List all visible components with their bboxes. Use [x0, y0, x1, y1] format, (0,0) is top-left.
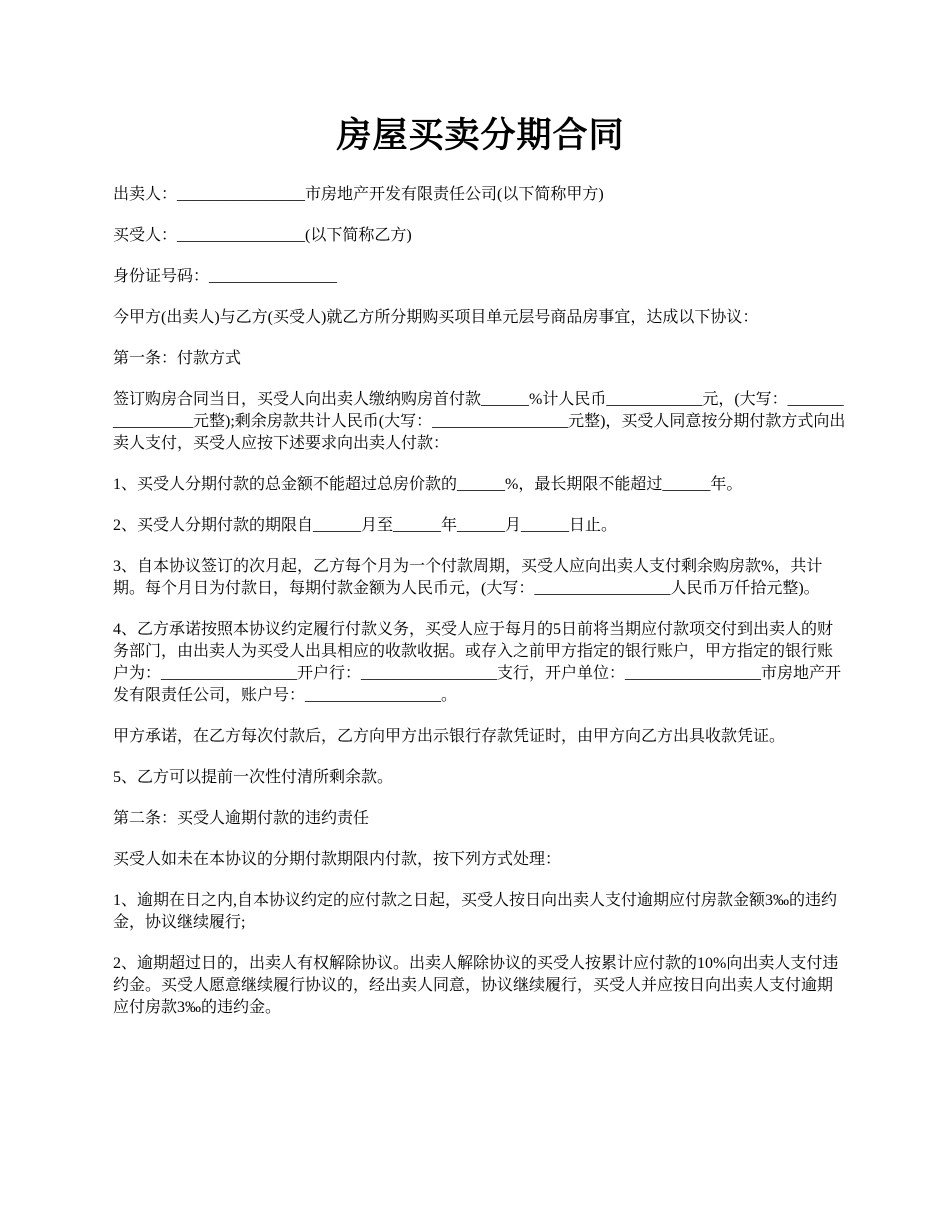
article-1-item-3: 3、自本协议签订的次月起，乙方每个月为一个付款周期，买受人应向出卖人支付剩余购房款%，共计期。每个月日为付款日，每期付款金额为人民币元，(大写：_________________人民币万仟拾元整)。: [113, 558, 823, 597]
article-2-heading: 第二条：买受人逾期付款的违约责任: [113, 810, 370, 827]
article-1-heading: 第一条：付款方式: [113, 350, 242, 367]
article-1-body: 签订购房合同当日，买受人向出卖人缴纳购房首付款______%计人民币____________元，(大写：_________________元整);剩余房款共计人民币(大写：_________________元整)，买受人同意按分期付款方式向出卖人支付，买受人应按下述要求向出卖人付款：: [113, 391, 846, 452]
contract-page: [113, 112, 848, 1038]
party-a-promise: 甲方承诺，在乙方每次付款后，乙方向甲方出示银行存款凭证时，由甲方向乙方出具收款凭证。: [113, 728, 786, 745]
document-title: 房屋买卖分期合同: [336, 116, 625, 155]
article-1-item-5: 5、乙方可以提前一次性付清所剩余款。: [113, 769, 394, 786]
article-2-item-1: 1、逾期在日之内,自本协议约定的应付款之日起，买受人按日向出卖人支付逾期应付房款金额3‰的违约金，协议继续履行;: [113, 892, 838, 931]
contract-body: [113, 184, 848, 1019]
buyer-line: 买受人：________________(以下简称乙方): [113, 227, 412, 244]
seller-line: 出卖人：________________市房地产开发有限责任公司(以下简称甲方): [113, 186, 604, 203]
intro-paragraph: 今甲方(出卖人)与乙方(买受人)就乙方所分期购买项目单元层号商品房事宜，达成以下协议：: [113, 309, 759, 326]
article-2-intro: 买受人如未在本协议的分期付款期限内付款，按下列方式处理：: [113, 851, 562, 868]
id-number-line: 身份证号码：________________: [113, 268, 338, 285]
article-1-item-4: 4、乙方承诺按照本协议约定履行付款义务，买受人应于每月的5日前将当期应付款项交付到出卖人的财务部门，由出卖人为买受人出具相应的收款收据。或存入之前甲方指定的银行账户，甲方指定的银行账户为：_________________开户行：_________________支行，开户单位：_________________市房地产开发有限责任公司，账户号：_________________。: [113, 621, 842, 704]
article-2-item-2: 2、逾期超过日的，出卖人有权解除协议。出卖人解除协议的买受人按累计应付款的10%向出卖人支付违约金。买受人愿意继续履行协议的，经出卖人同意，协议继续履行，买受人并应按日向出卖人支付逾期应付房款3‰的违约金。: [113, 955, 839, 1016]
article-1-item-2: 2、买受人分期付款的期限自______月至______年______月______日止。: [113, 517, 618, 534]
article-1-item-1: 1、买受人分期付款的总金额不能超过总房价款的______%，最长期限不能超过______年。: [113, 476, 743, 493]
